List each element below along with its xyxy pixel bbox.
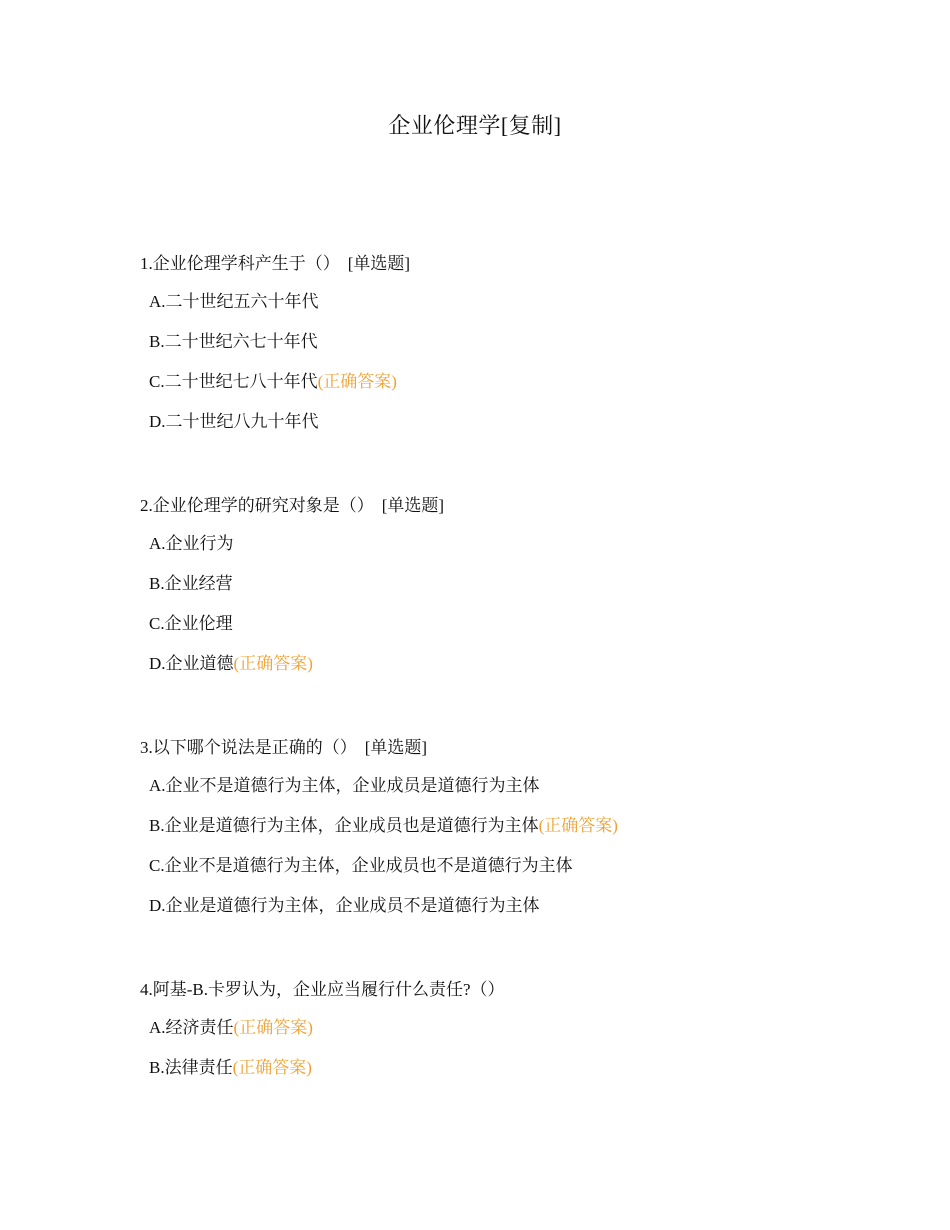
option-b bbox=[140, 326, 900, 366]
question-type: [单选题] bbox=[381, 496, 445, 515]
question-stem bbox=[140, 252, 900, 276]
question-stem bbox=[140, 736, 900, 760]
question-text: 2.企业伦理学的研究对象是（） bbox=[140, 496, 374, 515]
question-4 bbox=[140, 978, 900, 1092]
correct-answer-marker: (正确答案) bbox=[538, 816, 618, 835]
question-1 bbox=[140, 252, 900, 446]
option-text: B.法律责任 bbox=[149, 1058, 233, 1077]
question-text: 4.阿基-B.卡罗认为，企业应当履行什么责任?（） bbox=[140, 980, 505, 999]
option-text: B.企业是道德行为主体，企业成员也是道德行为主体 bbox=[149, 816, 539, 835]
option-a bbox=[140, 528, 900, 568]
option-c bbox=[140, 608, 900, 648]
option-text: D.企业是道德行为主体，企业成员不是道德行为主体 bbox=[149, 896, 540, 915]
question-stem bbox=[140, 978, 900, 1002]
option-c bbox=[140, 850, 900, 890]
option-d bbox=[140, 648, 900, 688]
option-c bbox=[140, 366, 900, 406]
option-a bbox=[140, 770, 900, 810]
option-text: C.二十世纪七八十年代 bbox=[149, 372, 318, 391]
question-3 bbox=[140, 736, 900, 930]
document-title: 企业伦理学[复制] bbox=[388, 113, 562, 138]
question-type: [单选题] bbox=[364, 738, 428, 757]
option-a bbox=[140, 1012, 900, 1052]
option-text: A.经济责任 bbox=[149, 1018, 234, 1037]
correct-answer-marker: (正确答案) bbox=[233, 654, 313, 673]
correct-answer-marker: (正确答案) bbox=[233, 1018, 313, 1037]
option-text: A.企业行为 bbox=[149, 534, 234, 553]
option-a bbox=[140, 286, 900, 326]
option-d bbox=[140, 890, 900, 930]
question-stem bbox=[140, 494, 900, 518]
question-type: [单选题] bbox=[347, 254, 411, 273]
option-b bbox=[140, 568, 900, 608]
correct-answer-marker: (正确答案) bbox=[317, 372, 397, 391]
option-text: C.企业伦理 bbox=[149, 614, 233, 633]
option-text: A.二十世纪五六十年代 bbox=[149, 292, 319, 311]
option-text: B.企业经营 bbox=[149, 574, 233, 593]
option-text: D.企业道德 bbox=[149, 654, 234, 673]
option-b bbox=[140, 1052, 900, 1092]
option-text: D.二十世纪八九十年代 bbox=[149, 412, 319, 431]
correct-answer-marker: (正确答案) bbox=[232, 1058, 312, 1077]
option-d bbox=[140, 406, 900, 446]
option-b bbox=[140, 810, 900, 850]
question-2 bbox=[140, 494, 900, 688]
question-text: 1.企业伦理学科产生于（） bbox=[140, 254, 340, 273]
question-text: 3.以下哪个说法是正确的（） bbox=[140, 738, 357, 757]
option-text: A.企业不是道德行为主体，企业成员是道德行为主体 bbox=[149, 776, 540, 795]
option-text: B.二十世纪六七十年代 bbox=[149, 332, 318, 351]
option-text: C.企业不是道德行为主体，企业成员也不是道德行为主体 bbox=[149, 856, 573, 875]
